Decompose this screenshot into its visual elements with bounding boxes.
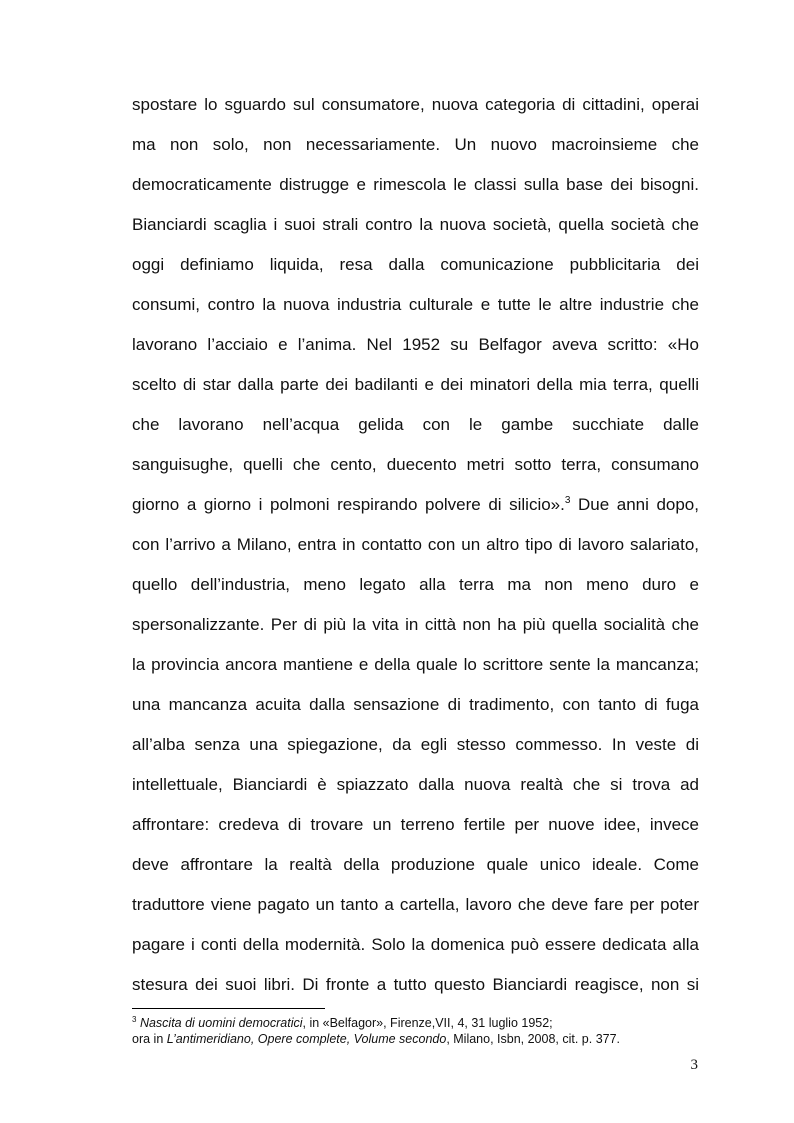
footnote-title: Nascita di uomini democratici (139, 1016, 303, 1030)
body-line-continuation: Due anni dopo, (570, 495, 699, 514)
footnote-marker: 3 (132, 1015, 137, 1024)
body-line: pagare i conti della modernità. Solo la domenica può essere dedicata alla (132, 935, 699, 954)
body-line-text: giorno a giorno i polmoni respirando polvere di silicio». (132, 495, 565, 514)
body-line: stesura dei suoi libri. Di fronte a tutto questo Bianciardi reagisce, non si (132, 975, 699, 994)
body-line: spostare lo sguardo sul consumatore, nuova categoria di cittadini, operai (132, 95, 699, 114)
body-line: con l’arrivo a Milano, entra in contatto con un altro tipo di lavoro salariato, (132, 535, 699, 554)
footnote-reference[interactable]: 3 (564, 495, 571, 506)
body-line: scelto di star dalla parte dei badilanti e dei minatori della mia terra, quelli (132, 375, 699, 394)
body-line: ma non solo, non necessariamente. Un nuovo macroinsieme che (132, 135, 699, 154)
body-line: traduttore viene pagato un tanto a cartella, lavoro che deve fare per poter (132, 895, 699, 914)
body-line: Bianciardi scaglia i suoi strali contro la nuova società, quella società che (132, 215, 699, 234)
body-line: quello dell’industria, meno legato alla terra ma non meno duro e (132, 575, 699, 594)
body-line: che lavorano nell’acqua gelida con le gambe succhiate dalle (132, 415, 699, 434)
body-line: sanguisughe, quelli che cento, duecento metri sotto terra, consumano (132, 455, 699, 474)
body-line: spersonalizzante. Per di più la vita in città non ha più quella socialità che (132, 615, 699, 634)
body-line: affrontare: credeva di trovare un terreno fertile per nuove idee, invece (132, 815, 699, 834)
footnote-line-2 (132, 1031, 620, 1047)
body-line-with-footnote-ref (132, 493, 699, 517)
footnote-text: , Milano, Isbn, 2008, cit. p. 377. (446, 1032, 621, 1046)
footnote-prefix: ora in (132, 1032, 167, 1046)
footnote-line-1 (132, 1015, 553, 1031)
body-line: lavorano l’acciaio e l’anima. Nel 1952 su Belfagor aveva scritto: «Ho (132, 335, 699, 354)
footnote-title: L’antimeridiano, Opere complete, Volume secondo (166, 1032, 447, 1046)
footnote-text: , in «Belfagor», Firenze,VII, 4, 31 luglio 1952; (302, 1016, 553, 1030)
body-line: la provincia ancora mantiene e della quale lo scrittore sente la mancanza; (132, 655, 699, 674)
body-line: deve affrontare la realtà della produzione quale unico ideale. Come (132, 855, 699, 874)
body-line: oggi definiamo liquida, resa dalla comunicazione pubblicitaria dei (132, 255, 699, 274)
page-number: 3 (690, 1057, 698, 1073)
body-line: all’alba senza una spiegazione, da egli stesso commesso. In veste di (132, 735, 699, 754)
body-line: democraticamente distrugge e rimescola le classi sulla base dei bisogni. (132, 175, 699, 194)
footnote-separator (132, 1008, 325, 1009)
body-line: consumi, contro la nuova industria culturale e tutte le altre industrie che (132, 295, 699, 314)
body-line: una mancanza acuita dalla sensazione di tradimento, con tanto di fuga (132, 695, 699, 714)
body-line: intellettuale, Bianciardi è spiazzato dalla nuova realtà che si trova ad (132, 775, 699, 794)
